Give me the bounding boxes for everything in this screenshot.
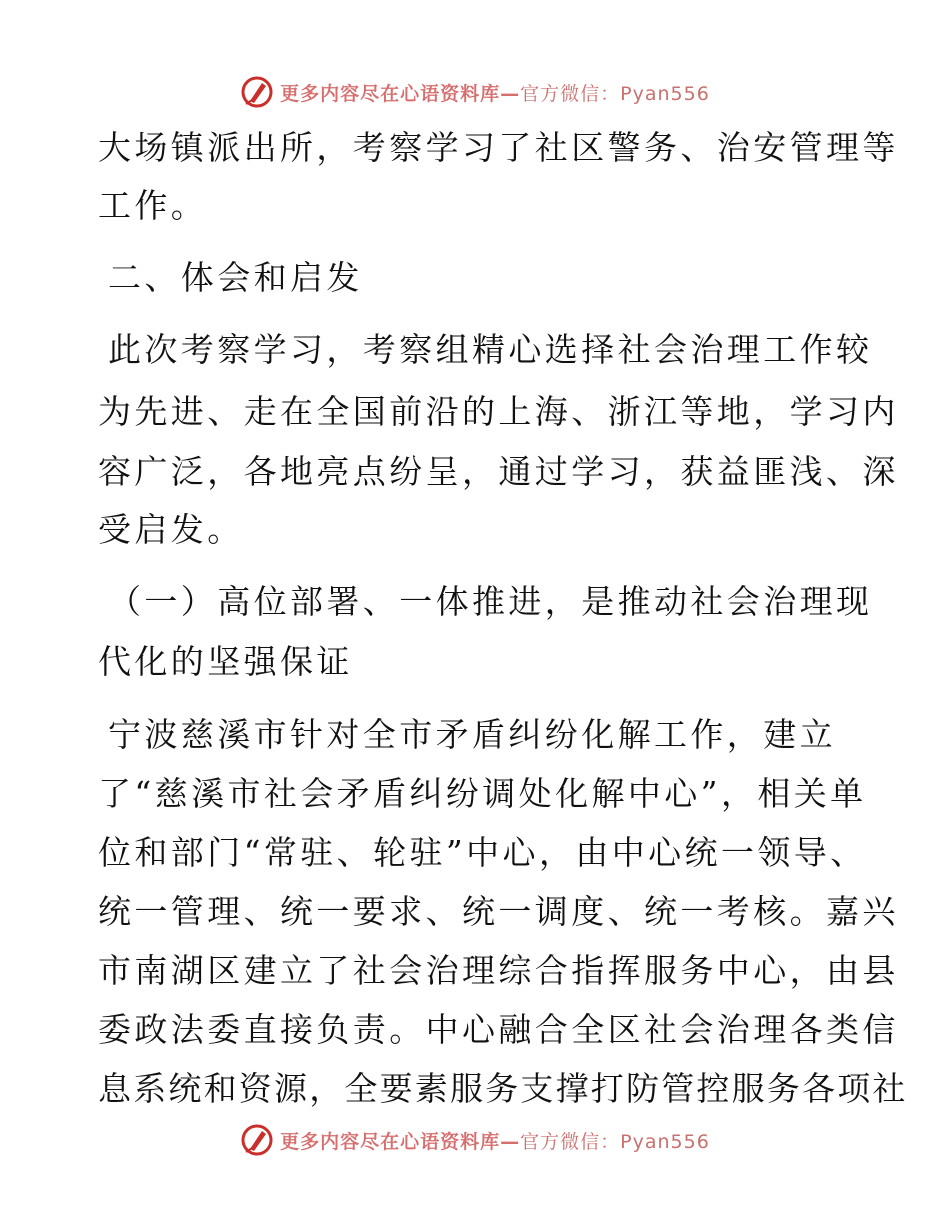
body-line: 容广泛，各地亮点纷呈，通过学习，获益匪浅、深 (98, 452, 899, 491)
footer-wechat-text: 官方微信：Pyan556 (520, 1130, 710, 1153)
body-line: 此次考察学习，考察组精心选择社会治理工作较 (108, 330, 873, 369)
body-line: 统一管理、统一要求、统一调度、统一考核。嘉兴 (98, 892, 899, 931)
header-brand-text: 更多内容尽在心语资料库 (280, 82, 501, 105)
header-separator: — (500, 82, 521, 105)
body-line: 工作。 (98, 186, 208, 225)
pen-logo-icon (240, 75, 274, 109)
body-line: 息系统和资源，全要素服务支撑打防管控服务各项社 (98, 1069, 908, 1108)
footer-brand-text: 更多内容尽在心语资料库 (280, 1130, 501, 1153)
subsection-heading: 代化的坚强保证 (98, 642, 353, 681)
body-line: 了“慈溪市社会矛盾纠纷调处化解中心”，相关单 (98, 774, 867, 813)
header-wechat-text: 官方微信：Pyan556 (520, 82, 710, 105)
header-banner (0, 70, 950, 114)
body-line: 市南湖区建立了社会治理综合指挥服务中心，由县 (98, 951, 899, 990)
body-line: 为先进、走在全国前沿的上海、浙江等地，学习内 (98, 392, 899, 431)
body-line: 委政法委直接负责。中心融合全区社会治理各类信 (98, 1010, 899, 1049)
body-line: 宁波慈溪市针对全市矛盾纠纷化解工作，建立 (108, 715, 836, 754)
footer-separator: — (500, 1130, 521, 1153)
section-heading: 二、体会和启发 (108, 258, 363, 297)
body-line: 位和部门“常驻、轮驻”中心，由中心统一领导、 (98, 833, 867, 872)
subsection-heading: （一）高位部署、一体推进，是推动社会治理现 (108, 582, 873, 621)
body-line: 受启发。 (98, 510, 244, 549)
pen-logo-icon (240, 1123, 274, 1157)
body-line: 大场镇派出所，考察学习了社区警务、治安管理等 (98, 128, 899, 167)
footer-banner (0, 1118, 950, 1162)
